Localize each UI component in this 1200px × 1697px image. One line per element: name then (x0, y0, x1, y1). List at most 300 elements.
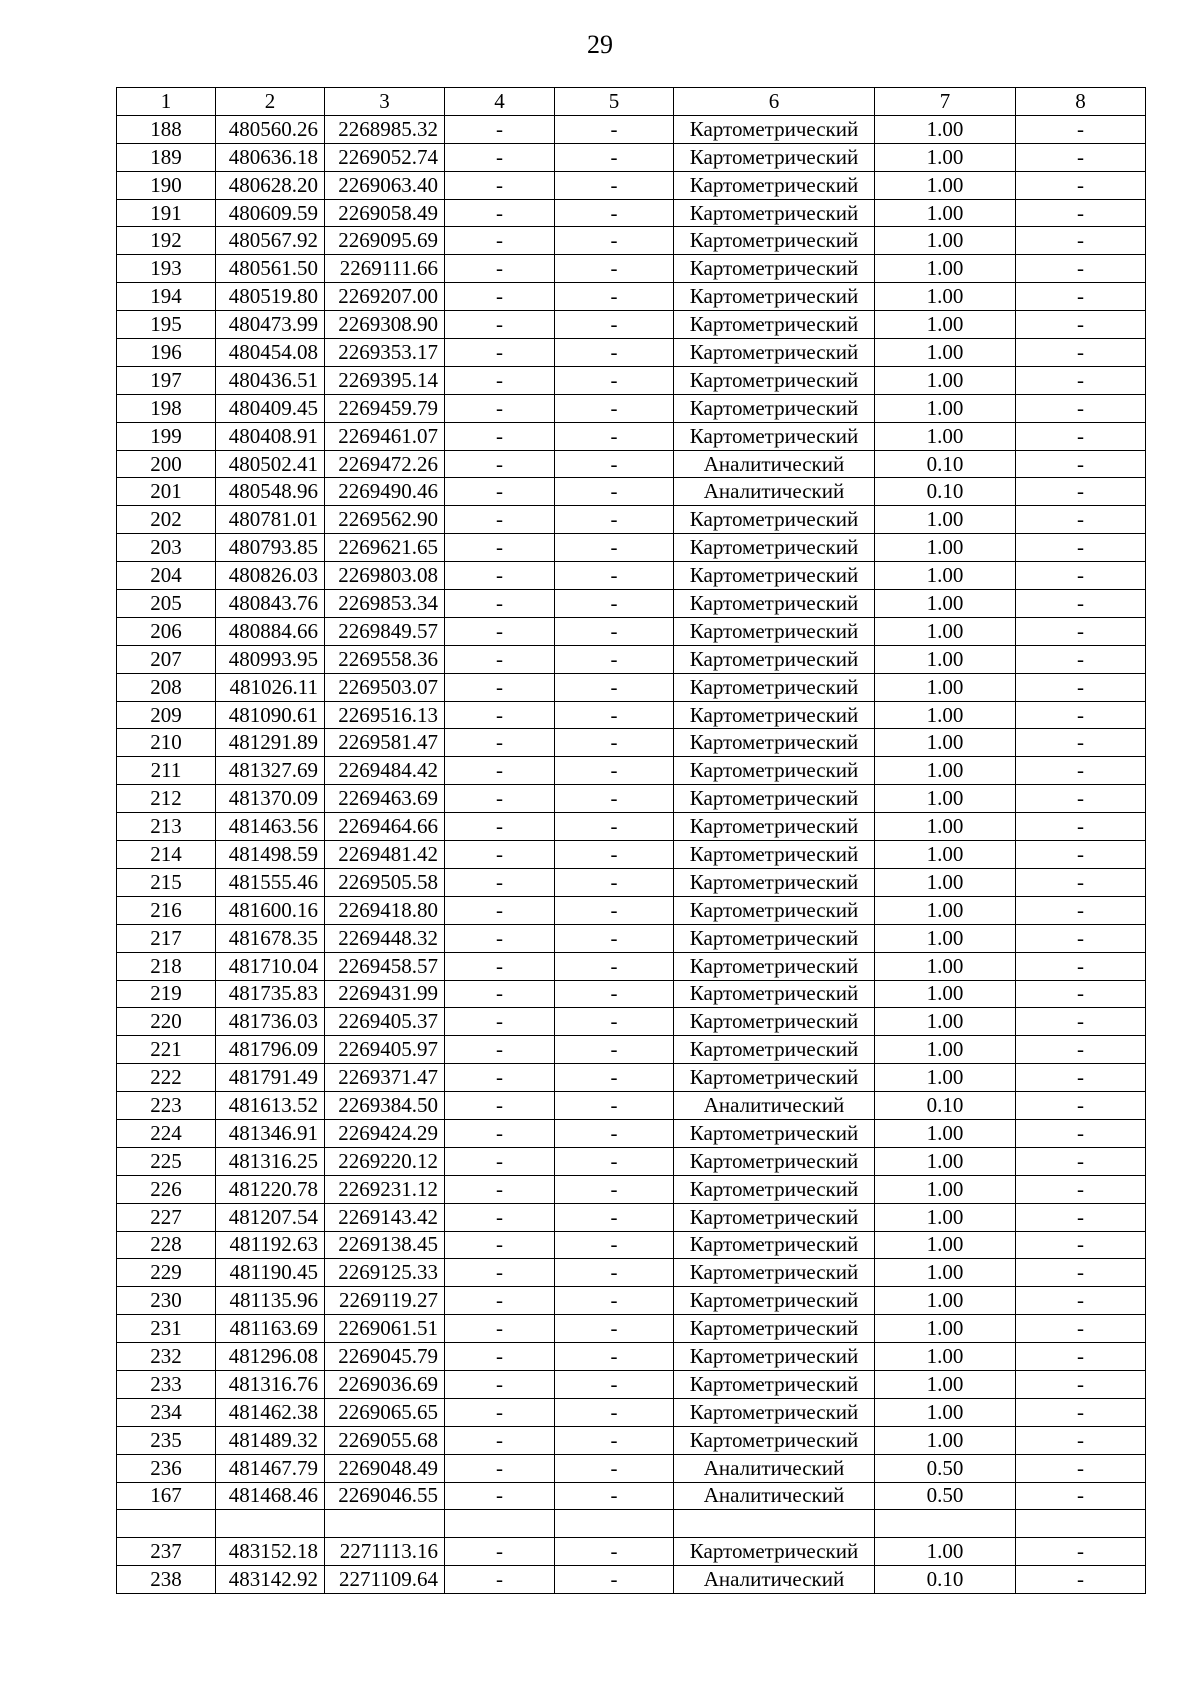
table-cell: 1.00 (875, 366, 1016, 394)
table-cell: 2269431.99 (325, 980, 445, 1008)
table-cell: 2269459.79 (325, 394, 445, 422)
table-cell: 1.00 (875, 645, 1016, 673)
table-cell: 2269803.08 (325, 562, 445, 590)
table-cell: Картометрический (674, 785, 875, 813)
table-cell: Картометрический (674, 143, 875, 171)
table-cell: 480884.66 (216, 617, 325, 645)
table-cell: 1.00 (875, 115, 1016, 143)
table-cell: - (445, 255, 555, 283)
table-cell: 2269458.57 (325, 952, 445, 980)
table-cell: - (445, 729, 555, 757)
table-cell: - (1016, 1147, 1146, 1175)
table-row (117, 1092, 1146, 1120)
table-cell: 224 (117, 1119, 216, 1147)
table-row (117, 1064, 1146, 1092)
table-row (117, 785, 1146, 813)
table-cell: 2269395.14 (325, 366, 445, 394)
table-cell: 2269621.65 (325, 534, 445, 562)
table-cell: - (1016, 1119, 1146, 1147)
table-cell: 2269405.97 (325, 1036, 445, 1064)
table-cell: - (445, 1147, 555, 1175)
table-cell: 1.00 (875, 422, 1016, 450)
table-cell: 1.00 (875, 255, 1016, 283)
table-cell: - (555, 1454, 674, 1482)
table-cell: 1.00 (875, 701, 1016, 729)
table-cell: 213 (117, 813, 216, 841)
table-row (117, 813, 1146, 841)
table-cell: 196 (117, 339, 216, 367)
table-cell: 1.00 (875, 757, 1016, 785)
table-cell: 2269503.07 (325, 673, 445, 701)
table-cell: 1.00 (875, 868, 1016, 896)
table-cell: 197 (117, 366, 216, 394)
table-cell: 2269143.42 (325, 1203, 445, 1231)
table-cell: 1.00 (875, 1119, 1016, 1147)
table-cell: 1.00 (875, 1147, 1016, 1175)
table-cell: - (1016, 1092, 1146, 1120)
table-cell: - (1016, 199, 1146, 227)
table-cell: Картометрический (674, 673, 875, 701)
table-cell: - (555, 171, 674, 199)
table-cell: 167 (117, 1482, 216, 1510)
table-cell: 238 (117, 1566, 216, 1594)
table-cell: 1.00 (875, 394, 1016, 422)
table-cell: Картометрический (674, 534, 875, 562)
table-cell: - (1016, 1008, 1146, 1036)
table-cell: - (1016, 645, 1146, 673)
table-cell: Картометрический (674, 1064, 875, 1092)
table-cell: 194 (117, 283, 216, 311)
table-cell: - (555, 394, 674, 422)
table-cell: - (1016, 506, 1146, 534)
table-cell: 229 (117, 1259, 216, 1287)
page-number: 29 (587, 30, 613, 59)
table-cell: 1.00 (875, 534, 1016, 562)
table-cell: - (555, 1092, 674, 1120)
table-cell: - (1016, 1203, 1146, 1231)
table-cell: - (555, 1370, 674, 1398)
table-cell: 481613.52 (216, 1092, 325, 1120)
table-cell: Картометрический (674, 757, 875, 785)
table-cell: - (1016, 562, 1146, 590)
table-cell: Картометрический (674, 590, 875, 618)
table-row (117, 1566, 1146, 1594)
table-cell: - (555, 757, 674, 785)
table-cell: 1.00 (875, 1538, 1016, 1566)
table-cell: 216 (117, 896, 216, 924)
table-cell: - (445, 673, 555, 701)
table-cell: 481135.96 (216, 1287, 325, 1315)
table-row (117, 841, 1146, 869)
table-cell: - (1016, 841, 1146, 869)
table-row (117, 1454, 1146, 1482)
table-cell: - (445, 896, 555, 924)
table-cell: - (445, 562, 555, 590)
table-row (117, 1426, 1146, 1454)
table-cell: 217 (117, 924, 216, 952)
table-cell: - (445, 980, 555, 1008)
table-cell: 1.00 (875, 952, 1016, 980)
table-cell: 204 (117, 562, 216, 590)
table-cell: Картометрический (674, 841, 875, 869)
table-cell: 2269138.45 (325, 1231, 445, 1259)
table-cell: - (445, 422, 555, 450)
table-row (117, 1370, 1146, 1398)
table-row (117, 1259, 1146, 1287)
table-cell: - (1016, 757, 1146, 785)
table-cell: 2269046.55 (325, 1482, 445, 1510)
column-header: 6 (674, 88, 875, 116)
column-header: 7 (875, 88, 1016, 116)
table-cell: 480409.45 (216, 394, 325, 422)
table-cell: - (1016, 1370, 1146, 1398)
column-header: 2 (216, 88, 325, 116)
table-cell: 481600.16 (216, 896, 325, 924)
table-cell: 200 (117, 450, 216, 478)
table-cell: 218 (117, 952, 216, 980)
table-cell: Картометрический (674, 645, 875, 673)
table-cell: 2269308.90 (325, 311, 445, 339)
table-cell: 480502.41 (216, 450, 325, 478)
table-cell: - (1016, 729, 1146, 757)
table-row (117, 1147, 1146, 1175)
table-cell: 2269052.74 (325, 143, 445, 171)
table-cell: Картометрический (674, 1426, 875, 1454)
table-cell: 1.00 (875, 1036, 1016, 1064)
table-cell: 481791.49 (216, 1064, 325, 1092)
table-cell: - (445, 1231, 555, 1259)
table-cell: - (555, 1008, 674, 1036)
table-cell: Картометрический (674, 366, 875, 394)
table-cell: Картометрический (674, 1147, 875, 1175)
table-cell: - (555, 729, 674, 757)
table-cell: 1.00 (875, 506, 1016, 534)
table-cell: Картометрический (674, 562, 875, 590)
table-row (117, 1203, 1146, 1231)
table-cell: - (445, 450, 555, 478)
column-header: 1 (117, 88, 216, 116)
table-cell: Картометрический (674, 339, 875, 367)
table-cell: 0.50 (875, 1454, 1016, 1482)
table-cell: 1.00 (875, 1064, 1016, 1092)
table-row (117, 1287, 1146, 1315)
table-cell: Картометрический (674, 701, 875, 729)
table-cell: 199 (117, 422, 216, 450)
table-cell: Аналитический (674, 1566, 875, 1594)
table-cell: - (445, 283, 555, 311)
table-cell: - (555, 617, 674, 645)
table-cell: 1.00 (875, 980, 1016, 1008)
table-cell: 1.00 (875, 1343, 1016, 1371)
table-cell: Аналитический (674, 1092, 875, 1120)
table-cell: Картометрический (674, 1315, 875, 1343)
table-cell: - (1016, 673, 1146, 701)
table-cell: 481678.35 (216, 924, 325, 952)
table-cell: 481316.25 (216, 1147, 325, 1175)
table-cell: - (1016, 143, 1146, 171)
table-cell: 483142.92 (216, 1566, 325, 1594)
table-cell: Картометрический (674, 1370, 875, 1398)
table-cell: 2269231.12 (325, 1175, 445, 1203)
table-cell: 1.00 (875, 171, 1016, 199)
table-cell: 1.00 (875, 1203, 1016, 1231)
table-cell: 2269484.42 (325, 757, 445, 785)
table-cell (555, 1510, 674, 1538)
table-cell: 2269063.40 (325, 171, 445, 199)
table-cell: Картометрический (674, 868, 875, 896)
table-cell: 481346.91 (216, 1119, 325, 1147)
table-row (117, 868, 1146, 896)
table-cell: Картометрический (674, 924, 875, 952)
table-cell: - (555, 534, 674, 562)
table-cell: - (555, 506, 674, 534)
table-cell (875, 1510, 1016, 1538)
table-cell: - (555, 366, 674, 394)
table-row (117, 924, 1146, 952)
table-cell: Картометрический (674, 980, 875, 1008)
table-cell: - (1016, 896, 1146, 924)
table-cell: 480826.03 (216, 562, 325, 590)
table-cell: - (1016, 450, 1146, 478)
table-row (117, 562, 1146, 590)
table-cell: 480567.92 (216, 227, 325, 255)
table-cell: Картометрический (674, 115, 875, 143)
table-cell: - (555, 283, 674, 311)
table-cell: - (555, 590, 674, 618)
table-cell: 481026.11 (216, 673, 325, 701)
table-cell: 193 (117, 255, 216, 283)
table-cell: - (445, 1426, 555, 1454)
table-cell: - (1016, 1259, 1146, 1287)
table-cell: - (1016, 1343, 1146, 1371)
table-cell: 481462.38 (216, 1398, 325, 1426)
table-row (117, 450, 1146, 478)
table-cell: - (1016, 1482, 1146, 1510)
table-cell: 481463.56 (216, 813, 325, 841)
table-cell: - (555, 1482, 674, 1510)
table-cell: 2269220.12 (325, 1147, 445, 1175)
table-row (117, 645, 1146, 673)
table-cell: - (445, 1482, 555, 1510)
table-cell: - (445, 841, 555, 869)
table-cell: - (445, 1370, 555, 1398)
table-cell: - (1016, 1036, 1146, 1064)
table-cell: 2269490.46 (325, 478, 445, 506)
table-cell: 1.00 (875, 311, 1016, 339)
table-cell: 481489.32 (216, 1426, 325, 1454)
table-cell: 480561.50 (216, 255, 325, 283)
table-cell: 1.00 (875, 339, 1016, 367)
table-cell: 225 (117, 1147, 216, 1175)
table-cell: Картометрический (674, 1287, 875, 1315)
table-cell: 2269125.33 (325, 1259, 445, 1287)
table-cell: 188 (117, 115, 216, 143)
table-row (117, 1343, 1146, 1371)
table-cell: 2269371.47 (325, 1064, 445, 1092)
table-cell: - (445, 1343, 555, 1371)
table-row (117, 394, 1146, 422)
table-cell: 227 (117, 1203, 216, 1231)
table-cell: - (1016, 590, 1146, 618)
table-cell: 480793.85 (216, 534, 325, 562)
header-row (117, 88, 1146, 116)
table-cell: - (555, 199, 674, 227)
table-row (117, 171, 1146, 199)
table-cell: Картометрический (674, 171, 875, 199)
table-cell: 1.00 (875, 813, 1016, 841)
table-cell: 2269405.37 (325, 1008, 445, 1036)
table-cell: 234 (117, 1398, 216, 1426)
table-cell: 207 (117, 645, 216, 673)
table-row (117, 1175, 1146, 1203)
table-row (117, 199, 1146, 227)
table-cell: 1.00 (875, 283, 1016, 311)
table-cell: - (555, 952, 674, 980)
table-cell: Картометрический (674, 1036, 875, 1064)
table-cell: Картометрический (674, 311, 875, 339)
table-cell: 2268985.32 (325, 115, 445, 143)
table-cell: 2269065.65 (325, 1398, 445, 1426)
table-cell: 1.00 (875, 924, 1016, 952)
table-cell: - (555, 115, 674, 143)
table-cell: Картометрический (674, 255, 875, 283)
table-cell: - (445, 311, 555, 339)
table-cell: 201 (117, 478, 216, 506)
table-row (117, 1119, 1146, 1147)
table-cell: Картометрический (674, 394, 875, 422)
table-cell: - (1016, 785, 1146, 813)
table-cell: 2269463.69 (325, 785, 445, 813)
table-cell: - (445, 813, 555, 841)
table-cell: 1.00 (875, 1231, 1016, 1259)
table-row (117, 757, 1146, 785)
table-cell: - (555, 227, 674, 255)
table-cell: 480548.96 (216, 478, 325, 506)
table-cell: - (445, 143, 555, 171)
table-cell: Картометрический (674, 813, 875, 841)
table-cell: 0.10 (875, 450, 1016, 478)
table-cell: 1.00 (875, 1259, 1016, 1287)
table-cell: 481370.09 (216, 785, 325, 813)
table-cell: - (555, 1147, 674, 1175)
table-cell: - (1016, 422, 1146, 450)
table-cell: Картометрический (674, 199, 875, 227)
table-cell: 1.00 (875, 143, 1016, 171)
table-cell: - (1016, 255, 1146, 283)
table-cell: 236 (117, 1454, 216, 1482)
table-cell: - (445, 1119, 555, 1147)
table-cell: 481192.63 (216, 1231, 325, 1259)
table-cell: 1.00 (875, 673, 1016, 701)
table-row (117, 590, 1146, 618)
table-cell: - (555, 1231, 674, 1259)
table-row (117, 701, 1146, 729)
table-cell: - (555, 1259, 674, 1287)
table-cell: - (445, 227, 555, 255)
table-cell: - (555, 1398, 674, 1426)
table-cell: 202 (117, 506, 216, 534)
table-cell: 2269061.51 (325, 1315, 445, 1343)
table-cell: 2269581.47 (325, 729, 445, 757)
table-cell: 205 (117, 590, 216, 618)
table-cell: - (555, 924, 674, 952)
table-cell: Картометрический (674, 1008, 875, 1036)
table-cell: - (555, 896, 674, 924)
table-cell: 1.00 (875, 1426, 1016, 1454)
table-cell: 2269558.36 (325, 645, 445, 673)
table-cell: 233 (117, 1370, 216, 1398)
table-cell: - (445, 1092, 555, 1120)
table-cell: - (445, 366, 555, 394)
table-cell: - (555, 1175, 674, 1203)
table-cell: - (555, 1203, 674, 1231)
table-cell: 203 (117, 534, 216, 562)
table-cell: - (445, 617, 555, 645)
table-cell: 2269853.34 (325, 590, 445, 618)
column-header: 4 (445, 88, 555, 116)
table-cell: Картометрический (674, 1203, 875, 1231)
table-cell: 1.00 (875, 1008, 1016, 1036)
table-cell: - (445, 394, 555, 422)
table-cell: 480628.20 (216, 171, 325, 199)
table-cell: - (445, 757, 555, 785)
table-cell: 1.00 (875, 1315, 1016, 1343)
table-cell: - (1016, 478, 1146, 506)
table-cell: - (555, 1426, 674, 1454)
table-cell: 209 (117, 701, 216, 729)
table-cell: 480843.76 (216, 590, 325, 618)
table-cell: 215 (117, 868, 216, 896)
table-cell: 220 (117, 1008, 216, 1036)
table-cell: - (445, 534, 555, 562)
table-cell: 214 (117, 841, 216, 869)
column-header: 3 (325, 88, 445, 116)
table-cell: - (1016, 1287, 1146, 1315)
table-cell: Картометрический (674, 422, 875, 450)
table-cell: - (555, 645, 674, 673)
table-cell: 481327.69 (216, 757, 325, 785)
table-row (117, 255, 1146, 283)
table-cell: - (1016, 366, 1146, 394)
table-cell: 1.00 (875, 1175, 1016, 1203)
table-cell: 1.00 (875, 896, 1016, 924)
table-cell: - (1016, 617, 1146, 645)
table-row (117, 1231, 1146, 1259)
table-row (117, 115, 1146, 143)
table-cell: 480473.99 (216, 311, 325, 339)
table-cell: Картометрический (674, 1175, 875, 1203)
table-cell: 480609.59 (216, 199, 325, 227)
table-cell: 0.50 (875, 1482, 1016, 1510)
table-cell: - (555, 1343, 674, 1371)
table-cell: - (555, 1064, 674, 1092)
table-cell: 1.00 (875, 1370, 1016, 1398)
table-cell: - (1016, 1454, 1146, 1482)
table-cell: 237 (117, 1538, 216, 1566)
column-header: 8 (1016, 88, 1146, 116)
table-cell: 2269472.26 (325, 450, 445, 478)
table-cell: 235 (117, 1426, 216, 1454)
table-cell: Картометрический (674, 617, 875, 645)
table-cell: - (445, 1538, 555, 1566)
table-cell: 1.00 (875, 227, 1016, 255)
table-cell: - (445, 1064, 555, 1092)
table-cell: 226 (117, 1175, 216, 1203)
table-cell: - (445, 506, 555, 534)
table-cell: 2269562.90 (325, 506, 445, 534)
table-cell: - (445, 478, 555, 506)
table-cell: Картометрический (674, 1119, 875, 1147)
